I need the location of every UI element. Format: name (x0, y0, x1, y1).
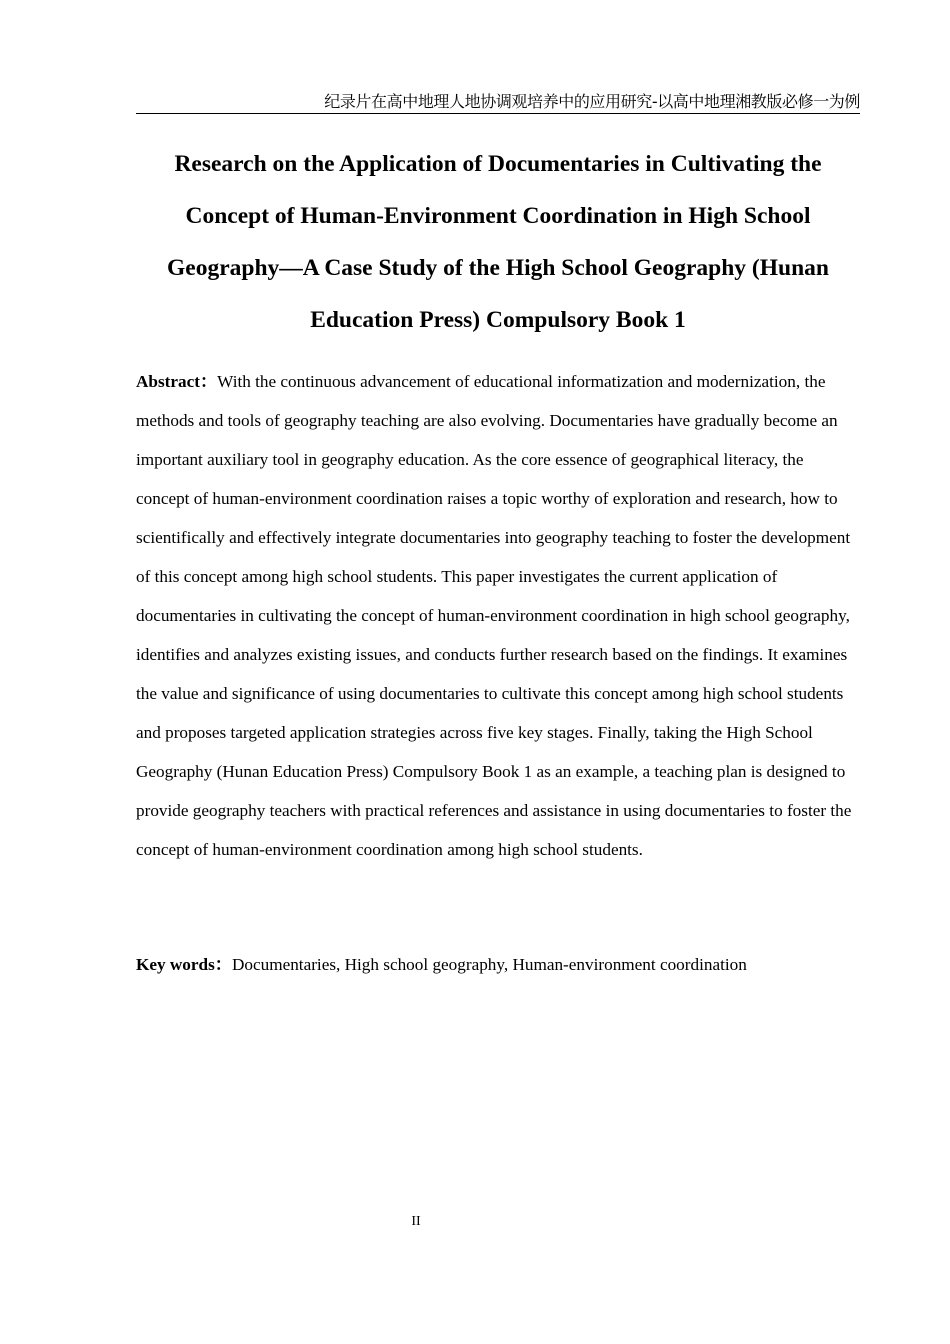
running-header: 纪录片在高中地理人地协调观培养中的应用研究-以高中地理湘教版必修一为例 (136, 90, 860, 114)
keywords-paragraph (136, 945, 860, 984)
keywords-label: Key words： (136, 955, 232, 974)
abstract-text: With the continuous advancement of educational informatization and modernization, the methods and tools of geography teaching are also evolving. Documentaries have gradually become an important auxiliary tool in geography education. As the core essence of geographical literacy, the concept of human-environment coordination raises a topic worthy of exploration and research, how to scientifically and effectively integrate documentaries into geography teaching to foster the development of this concept among high school students. This paper investigates the current application of documentaries in cultivating the concept of human-environment coordination in high school geography, identifies and analyzes existing issues, and conducts further research based on the findings. It examines the value and significance of using documentaries to cultivate this concept among high school students and proposes targeted application strategies across five key stages. Finally, taking the High School Geography (Hunan Education Press) Compulsory Book 1 as an example, a teaching plan is designed to provide geography teachers with practical references and assistance in using documentaries to foster the concept of human-environment coordination among high school students. (136, 372, 852, 859)
page-number: II (411, 1214, 421, 1229)
abstract-label: Abstract： (136, 372, 218, 391)
abstract-paragraph (136, 362, 860, 869)
keywords-text: Documentaries, High school geography, Human-environment coordination (231, 955, 747, 974)
paper-title: Research on the Application of Documentaries in Cultivating the Concept of Human-Environment Coordination in High School Geography—A Case Study of the High School Geography (Hunan Education Press) Compulsory Book 1 (166, 151, 829, 333)
